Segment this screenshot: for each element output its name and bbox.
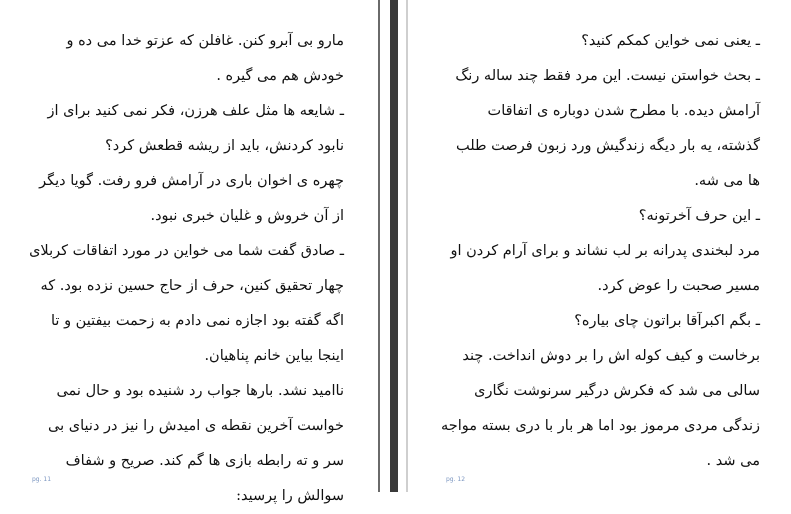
paragraph: ـ این حرف آخرتونه؟ <box>638 208 760 224</box>
page-number: pg. 11 <box>32 476 52 483</box>
paragraph: برخاست و کیف کوله اش را بر دوش انداخت. چند سالی می شد که فکرش درگیر سرنوشت نگاری زندگی مردی مرموز بود اما هر بار با دری بسته مواجه می شد . <box>440 348 760 469</box>
paragraph: مرد لبخندی پدرانه بر لب نشاند و برای آرام کردن او مسیر صحبت را عوض کرد. <box>450 243 760 294</box>
paragraph: ـ شایعه ها مثل علف هرزن، فکر نمی کنید برای از نابود کردنش، باید از ریشه قطعش کرد؟ <box>47 103 344 154</box>
right-page-text <box>440 24 760 479</box>
page-number: pg. 12 <box>446 476 466 483</box>
page-edge <box>378 0 380 492</box>
paragraph: ـ بحث خواستن نیست. این مرد فقط چند ساله رنگ آرامش دیده. با مطرح شدن دوباره ی اتفاقات گذشته، یه بار دیگه زندگیش ورد زبون فرصت طلب ها می شه. <box>455 68 760 189</box>
right-page <box>408 0 791 492</box>
book-spine-divider <box>378 0 408 492</box>
paragraph: مارو بی آبرو کنن. غافلن که عزتو خدا می ده و خودش هم می گیره . <box>66 33 344 84</box>
paragraph: چهره ی اخوان باری در آرامش فرو رفت. گویا دیگر از آن خروش و غلیان خبری نبود. <box>39 173 344 224</box>
paragraph: ـ صادق گفت شما می خواین در مورد اتفاقات کربلای چهار تحقیق کنین، حرف از حاج حسین نزده بود. که اگه گفته بود اجازه نمی دادم به زحمت بیفتین و تا اینجا بیاین خانم پناهیان. <box>29 243 344 364</box>
left-page-text <box>26 24 344 514</box>
paragraph: ـ بگم اکبرآقا براتون چای بیاره؟ <box>574 313 760 329</box>
left-page <box>0 0 378 504</box>
spine-bar <box>390 0 398 492</box>
paragraph: ناامید نشد. بارها جواب رد شنیده بود و حال نمی خواست آخرین نقطه ی امیدش را نیز در دنیای بی سر و ته رابطه بازی ها گم کند. صریح و شفاف سوالش را پرسید: <box>48 383 344 504</box>
paragraph: ـ یعنی نمی خواین کمکم کنید؟ <box>581 33 760 49</box>
